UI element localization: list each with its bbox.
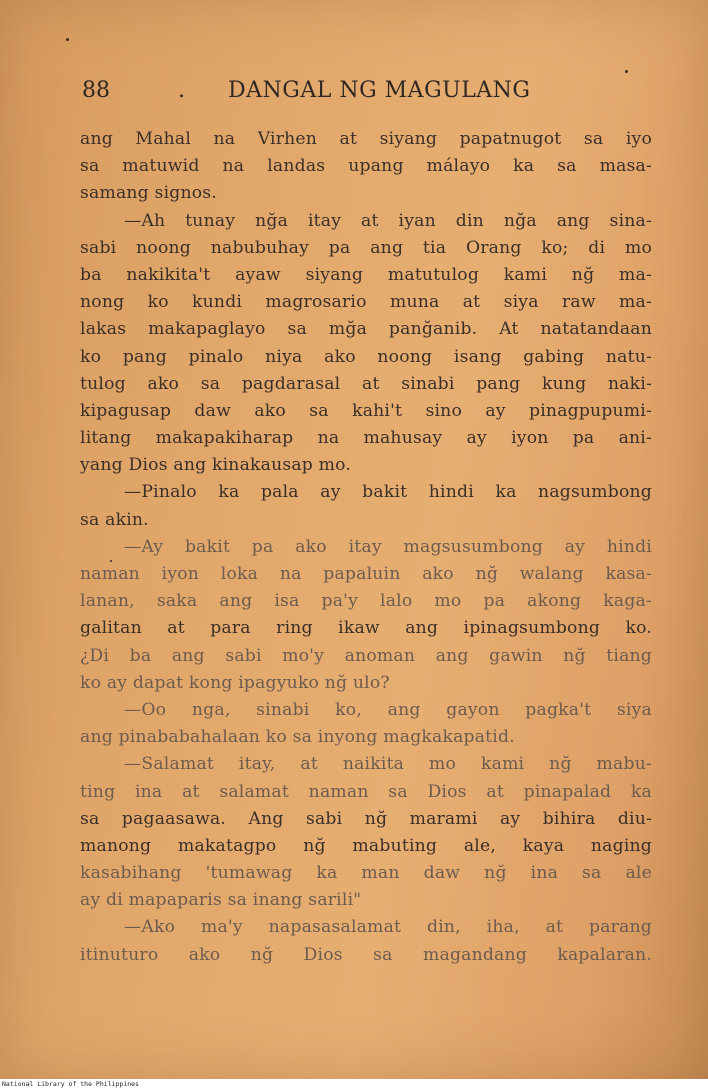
text-line: litang makapakiharap na mahusay ay iyon pa ani- [80, 428, 652, 449]
text-line: —Ay bakit pa ako itay magsusumbong ay hindi [124, 536, 652, 557]
text-line: ang pinababahalaan ko sa inyong magkakapatid. [80, 727, 515, 748]
text-line: kasabihang 'tumawag ka man daw nğ ina sa ale [80, 863, 652, 884]
scan-credit: National Library of the Philippines [2, 1080, 139, 1088]
text-line: ting ina at salamat naman sa Dios at pinapalad ka [80, 781, 652, 802]
text-line: galitan at para ring ikaw ang ipinagsumbong ko. [80, 618, 652, 639]
paper-speck-1 [66, 38, 69, 41]
text-line: —Oo nga, sinabi ko, ang gayon pagka't siya [124, 699, 652, 720]
text-line: ko ay dapat kong ipagyuko nğ ulo? [80, 672, 390, 693]
text-line: samang signos. [80, 183, 217, 204]
text-line: —Salamat itay, at naikita mo kami nğ mabu- [124, 754, 652, 775]
text-line: manong makatagpo nğ mabuting ale, kaya naging [80, 835, 652, 856]
text-line: ay di mapaparis sa inang sarili" [80, 890, 362, 911]
text-line: nong ko kundi magrosario muna at siya raw ma- [80, 292, 652, 313]
text-line: —Ako ma'y napasasalamat din, iha, at parang [124, 917, 652, 938]
text-line: ba nakikita't ayaw siyang matutulog kami nğ ma- [80, 264, 652, 285]
paper-speck-2 [625, 70, 628, 73]
page-number: 88 [82, 78, 110, 103]
text-line: ang Mahal na Virhen at siyang papatnugot sa iyo [80, 129, 652, 149]
text-line: itinuturo ako nğ Dios sa magandang kapalaran. [80, 944, 652, 965]
text-line: sa pagaasawa. Ang sabi nğ marami ay bihira diu- [80, 808, 652, 829]
text-line: sa matuwid na landas upang málayo ka sa masa- [80, 156, 652, 177]
text-line: naman iyon loka na papaluin ako nğ walang kasa- [80, 564, 652, 584]
text-line: lanan, saka ang isa pa'y lalo mo pa akong kaga- [80, 591, 652, 612]
text-line: lakas makapaglayo sa mğa panğanib. At natatandaan [80, 319, 652, 340]
running-title: DANGAL NG MAGULANG [228, 78, 531, 103]
text-line: sabi noong nabubuhay pa ang tia Orang ko; di mo [80, 237, 652, 258]
text-line: kipagusap daw ako sa kahi't sino ay pinagpupumi- [80, 400, 652, 421]
text-line: ko pang pinalo niya ako noong isang gabing natu- [80, 346, 652, 367]
text-line: tulog ako sa pagdarasal at sinabi pang kung naki- [80, 373, 652, 394]
text-line: sa akin. [80, 509, 149, 530]
body-text [80, 126, 652, 969]
text-line: yang Dios ang kinakausap mo. [80, 455, 352, 476]
page-header [82, 78, 662, 112]
header-separator: . [178, 78, 185, 103]
text-line: ¿Di ba ang sabi mo'y anoman ang gawin nğ tiang [80, 645, 652, 666]
text-line: —Pinalo ka pala ay bakit hindi ka nagsumbong [124, 482, 652, 503]
text-line: —Ah tunay nğa itay at iyan din nğa ang sina- [124, 210, 652, 231]
